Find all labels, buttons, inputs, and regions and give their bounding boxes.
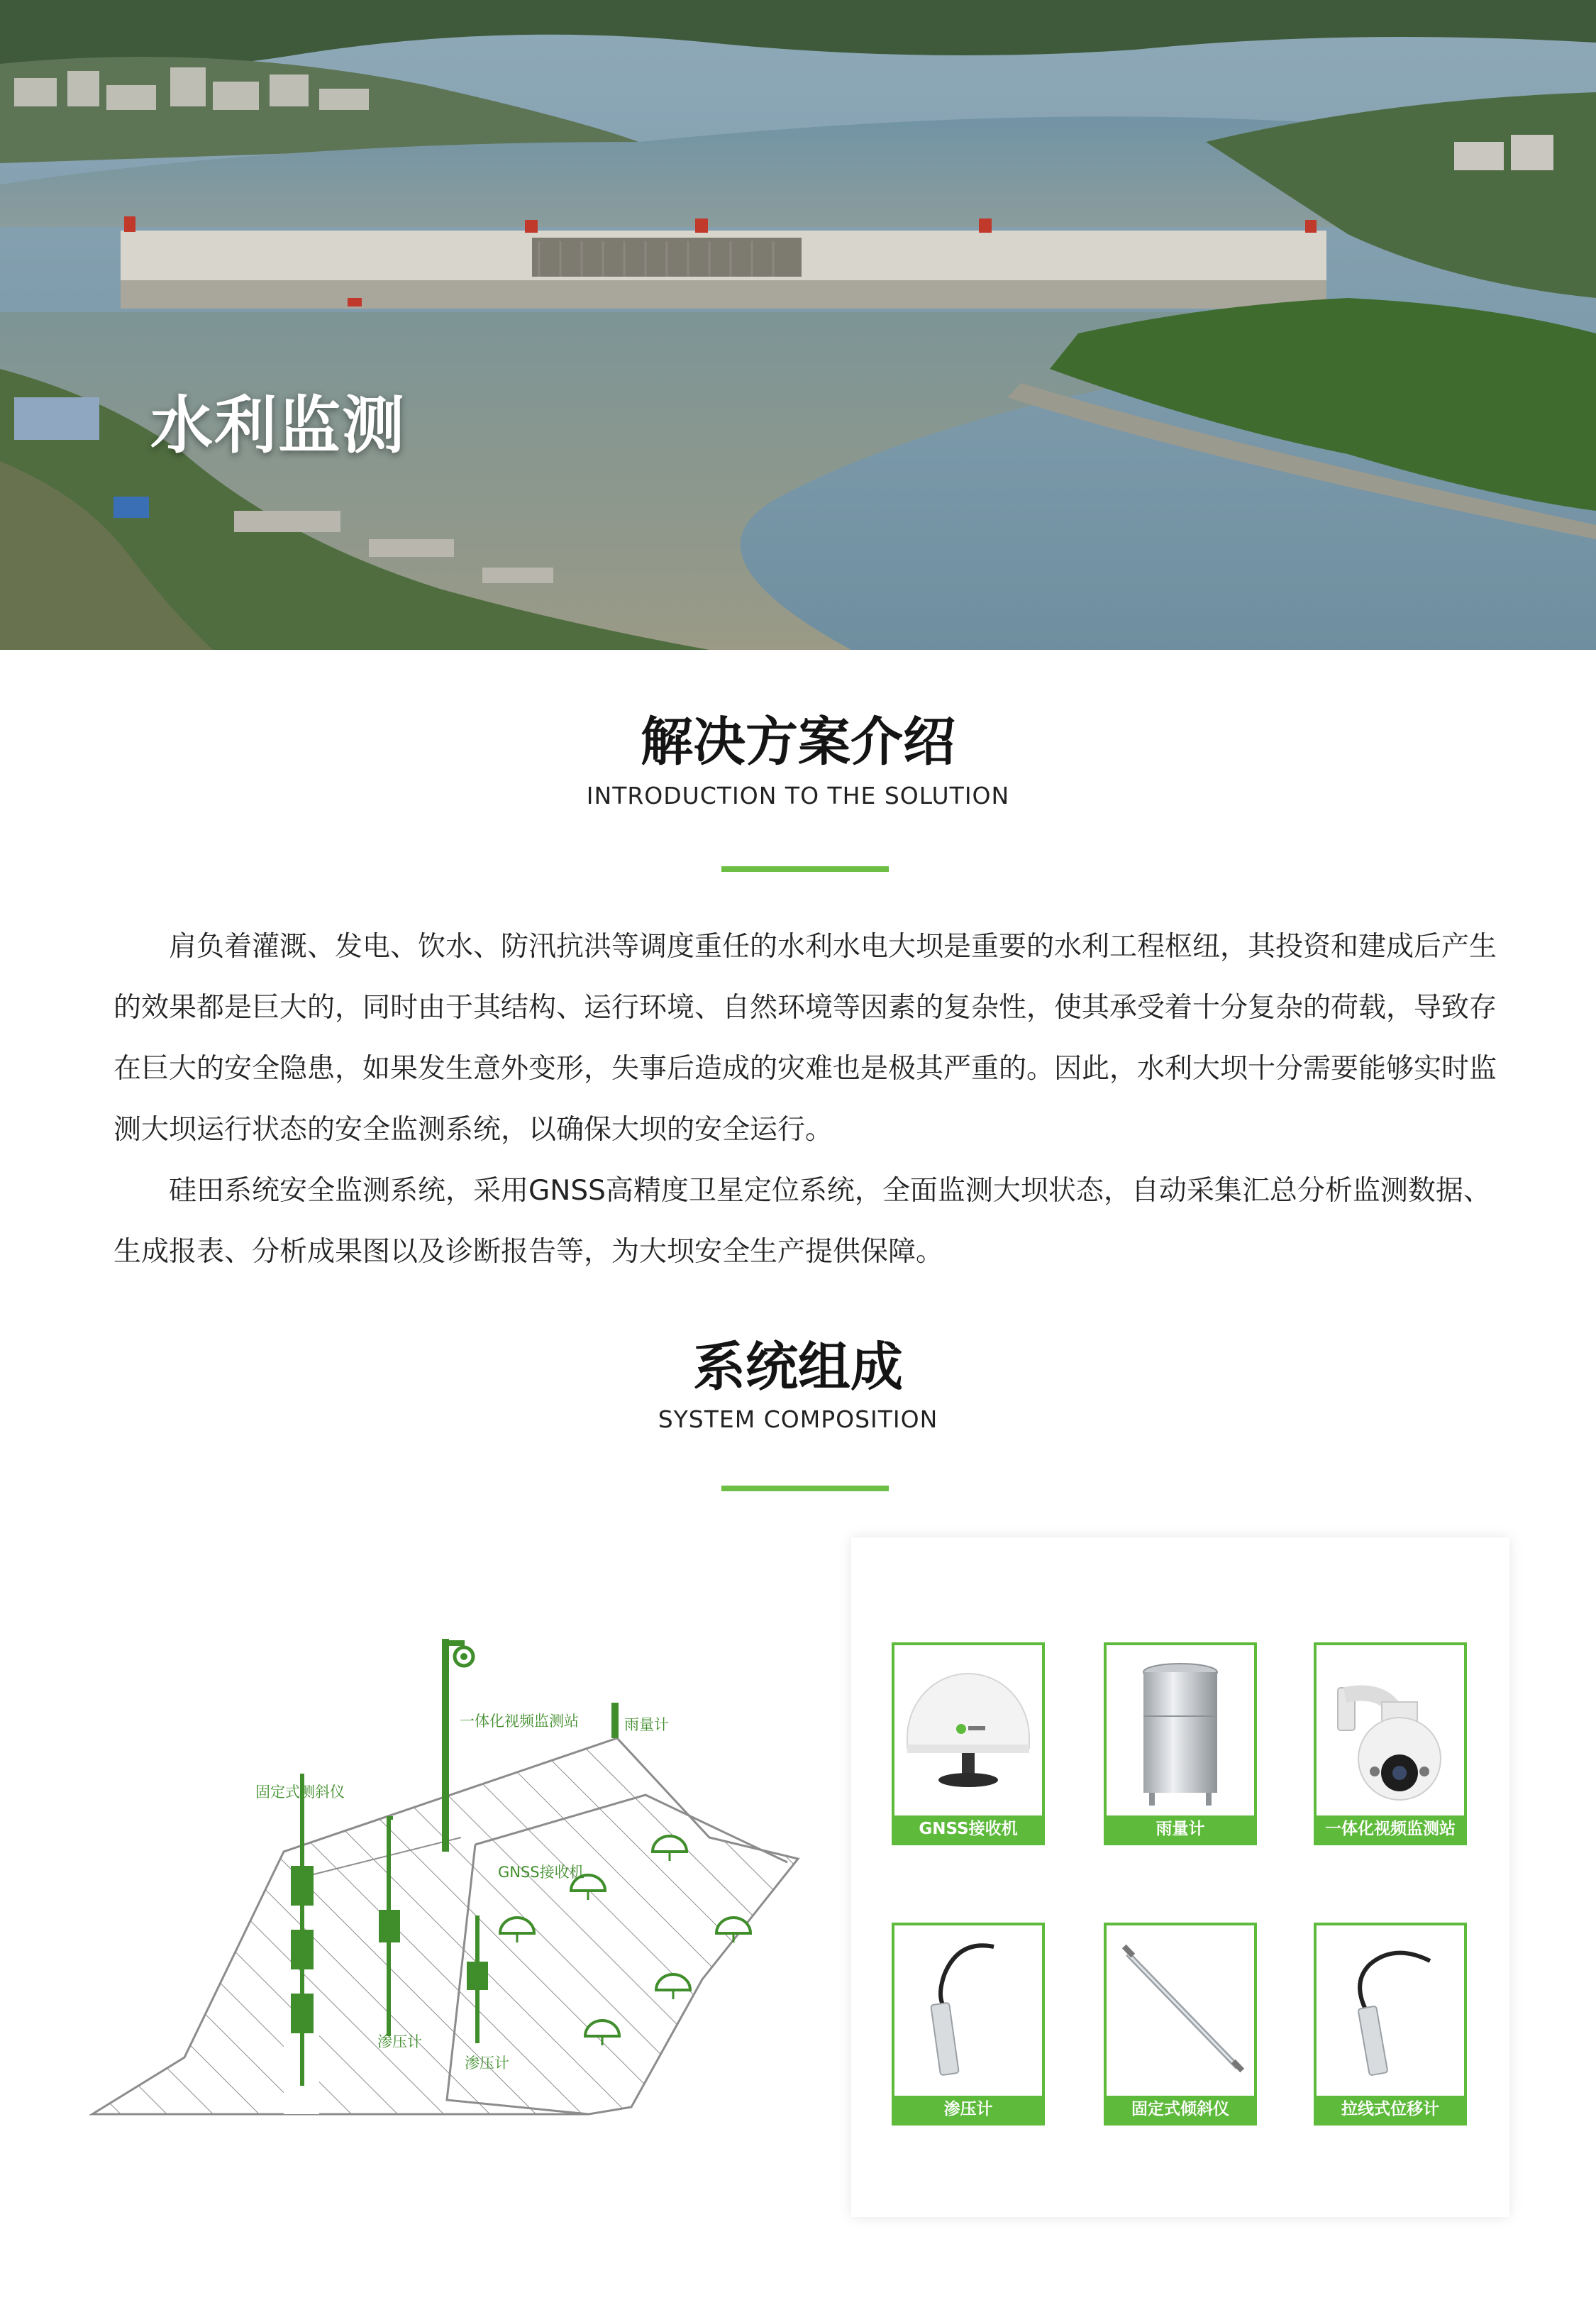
product-card-piezometer[interactable]: [892, 1923, 1045, 2126]
system-section-divider: [721, 1486, 889, 1491]
hero-title: 水利监测: [150, 389, 406, 462]
intro-text: [113, 917, 1504, 1283]
rain-gauge-icon: [1107, 1645, 1254, 1815]
dam-diagram-drawing: [78, 1610, 816, 2135]
intro-section-title: 解决方案介绍: [641, 712, 955, 773]
product-caption: 一体化视频监测站: [1317, 1815, 1464, 1842]
label-video-station: 一体化视频监测站: [460, 1713, 579, 1730]
inclinometer-icon: [1107, 1925, 1254, 2096]
product-caption: 雨量计: [1107, 1815, 1254, 1842]
system-section-subtitle: SYSTEM COMPOSITION: [658, 1405, 938, 1433]
intro-paragraph-1: 肩负着灌溉、发电、饮水、防汛抗洪等调度重任的水利水电大坝是重要的水利工程枢纽，其投资和建成后产生的效果都是巨大的，同时由于其结构、运行环境、自然环境等因素的复杂性，使其承受着十分复杂的荷载，导致存在巨大的安全隐患，如果发生意外变形，失事后造成的灾难也是极其严重的。因此，水利大坝十分需要能够实时监测大坝运行状态的安全监测系统，以确保大坝的安全运行。: [113, 931, 1497, 1146]
intro-paragraph-2: 硅田系统安全监测系统，采用GNSS高精度卫星定位系统，全面监测大坝状态，自动采集汇总分析监测数据、生成报表、分析成果图以及诊断报告等，为大坝安全生产提供保障。: [113, 1175, 1491, 1268]
video-camera-icon: [1317, 1645, 1464, 1815]
hero-banner: [0, 0, 1596, 650]
product-caption: 渗压计: [894, 2096, 1042, 2123]
product-card-inclinometer[interactable]: [1104, 1923, 1257, 2126]
product-card-video-station[interactable]: [1314, 1642, 1467, 1845]
product-card-gnss[interactable]: [892, 1642, 1045, 1845]
displacement-meter-icon: [1317, 1925, 1464, 2096]
product-caption: 固定式倾斜仪: [1107, 2096, 1254, 2123]
piezometer-icon: [894, 1925, 1042, 2096]
intro-section-divider: [721, 866, 889, 872]
system-section-title: 系统组成: [693, 1337, 903, 1398]
intro-section-subtitle: INTRODUCTION TO THE SOLUTION: [586, 782, 1010, 809]
label-gnss-receiver: GNSS接收机: [498, 1864, 584, 1881]
label-piezometer-1: 渗压计: [377, 2033, 422, 2050]
gnss-receiver-icon: [894, 1645, 1042, 1815]
dam-landscape-image: [0, 0, 1596, 650]
product-card-displacement-meter[interactable]: [1314, 1923, 1467, 2126]
label-piezometer-2: 渗压计: [465, 2055, 509, 2072]
label-rain-gauge: 雨量计: [624, 1716, 669, 1733]
product-card-rain-gauge[interactable]: [1104, 1642, 1257, 1845]
product-panel: [851, 1537, 1509, 2217]
product-caption: GNSS接收机: [894, 1815, 1042, 1842]
product-caption: 拉线式位移计: [1317, 2096, 1464, 2123]
dam-cross-section-diagram: [78, 1610, 816, 2135]
label-fixed-inclinometer: 固定式测斜仪: [255, 1784, 345, 1801]
